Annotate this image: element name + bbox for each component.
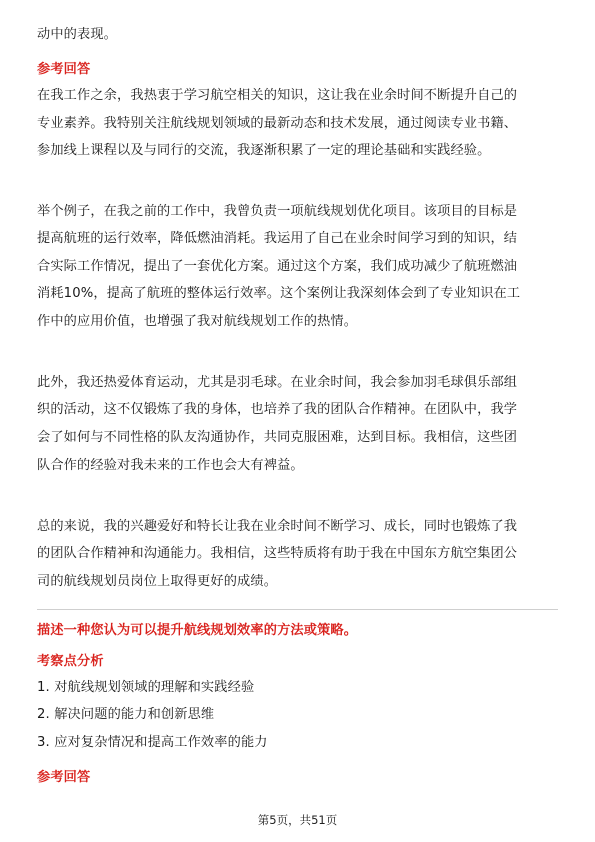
text-line: 专业素养。我特别关注航线规划领域的最新动态和技术发展，通过阅读专业书籍、 [37, 116, 518, 131]
page-number-footer: 第5页，共51页 [257, 813, 338, 827]
text-line: 提高航班的运行效率，降低燃油消耗。我运用了自己在业余时间学习到的知识，结 [37, 231, 518, 246]
text-line: 消耗10%，提高了航班的整体运行效率。这个案例让我深刻体会到了专业知识在工 [37, 286, 521, 301]
text-line: 司的航线规划员岗位上取得更好的成绩。 [37, 574, 278, 589]
list-item: 1. 对航线规划领域的理解和实践经验 [37, 680, 255, 695]
text-line: 总的来说，我的兴趣爱好和特长让我在业余时间不断学习、成长，同时也锻炼了我 [37, 519, 518, 534]
text-line: 队合作的经验对我未来的工作也会大有裨益。 [37, 458, 304, 473]
paragraph-tail: 动中的表现。 [37, 27, 118, 42]
text-line: 的团队合作精神和沟通能力。我相信，这些特质将有助于我在中国东方航空集团公 [37, 546, 518, 561]
reference-answer-heading: 参考回答 [37, 62, 91, 77]
text-line: 在我工作之余，我热衷于学习航空相关的知识，这让我在业余时间不断提升自己的 [37, 88, 518, 103]
reference-answer-heading-2: 参考回答 [37, 770, 91, 785]
text-line: 会了如何与不同性格的队友沟通协作，共同克服困难，达到目标。我相信，这些团 [37, 430, 518, 445]
list-item: 2. 解决问题的能力和创新思维 [37, 707, 215, 722]
text-line: 合实际工作情况，提出了一套优化方案。通过这个方案，我们成功减少了航班燃油 [37, 259, 518, 274]
text-line: 参加线上课程以及与同行的交流，我逐渐积累了一定的理论基础和实践经验。 [37, 143, 491, 158]
question-title: 描述一种您认为可以提升航线规划效率的方法或策略。 [37, 623, 358, 638]
section-divider [37, 609, 558, 610]
text-line: 织的活动，这不仅锻炼了我的身体，也培养了我的团队合作精神。在团队中，我学 [37, 402, 518, 417]
analysis-heading: 考察点分析 [37, 654, 104, 669]
text-line: 作中的应用价值，也增强了我对航线规划工作的热情。 [37, 314, 358, 329]
list-item: 3. 应对复杂情况和提高工作效率的能力 [37, 735, 268, 750]
text-line: 此外，我还热爱体育运动，尤其是羽毛球。在业余时间，我会参加羽毛球俱乐部组 [37, 375, 518, 390]
text-line: 举个例子，在我之前的工作中，我曾负责一项航线规划优化项目。该项目的目标是 [37, 204, 518, 219]
